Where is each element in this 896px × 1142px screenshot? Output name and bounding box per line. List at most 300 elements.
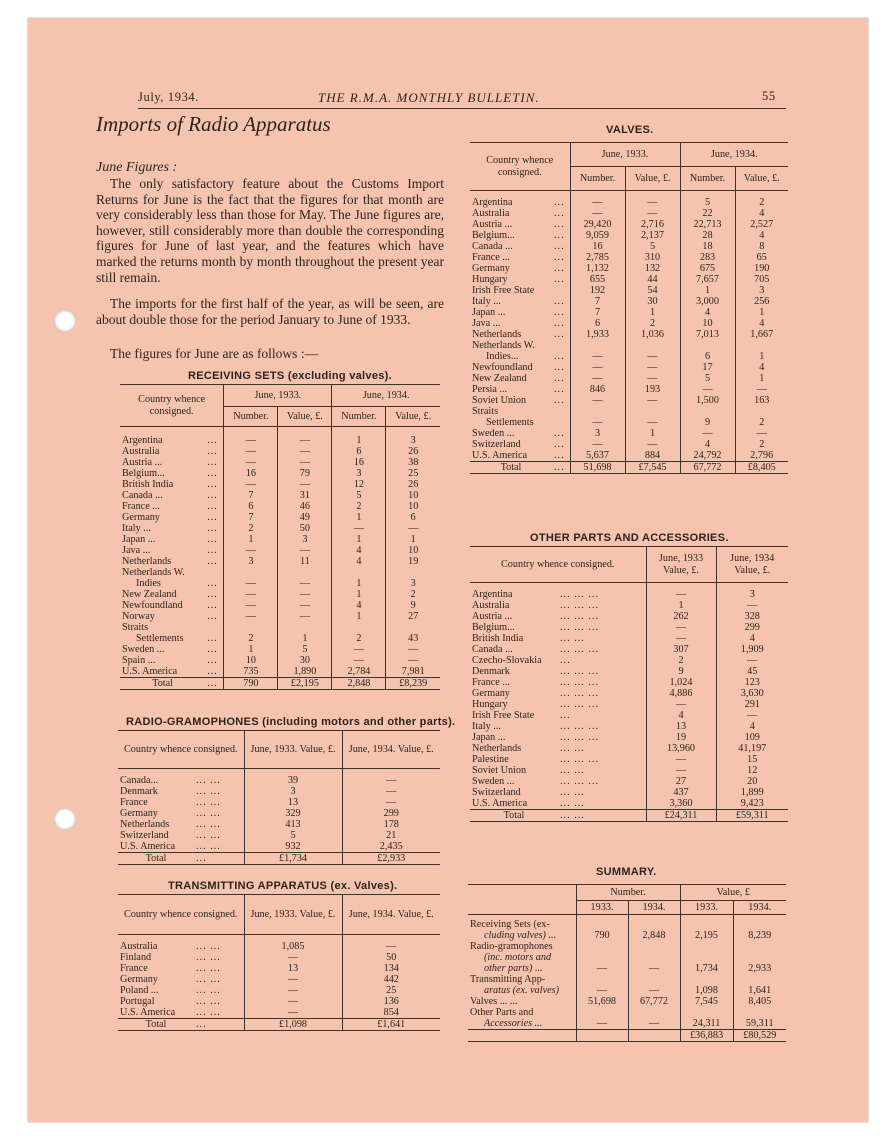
col-number: Number. [680,167,735,191]
country-name: Indies... [486,351,519,362]
table-value: — [680,384,735,395]
table-value: 3,360 [646,798,716,810]
table-value: 13 [646,721,716,732]
total-value: £80,529 [733,1030,786,1042]
country-name: Java ... [472,318,501,329]
leader-dots [205,622,224,633]
table-row [470,644,788,655]
country-name: Netherlands [472,743,522,754]
table-value: 299 [342,808,440,819]
table-value: 1 [680,285,735,296]
country-name: Netherlands [120,819,170,830]
article-title: Imports of Radio Apparatus [96,112,331,136]
leader-dots: ... [554,219,565,230]
table-value [224,567,278,578]
table-row [118,769,440,787]
col-june-1933-value: June, 1933. Value, £. [244,731,342,769]
leader-dots: ... ... ... [560,699,600,710]
table-row [470,351,788,362]
table-value: 13 [244,963,342,974]
table-value: 10 [386,490,440,501]
table-value: 4 [735,318,788,329]
table-value: 6 [680,351,735,362]
total-row [120,678,440,690]
table-value: — [625,191,680,209]
table-value: 4 [716,633,788,644]
col-1934: 1934. [628,901,680,915]
table-value: 2 [224,523,278,534]
table-value: 283 [680,252,735,263]
leader-dots: ... ... ... [560,732,600,743]
table-value: 1 [332,512,386,523]
table-value: 2 [332,633,386,644]
table-value: 4 [332,600,386,611]
country-name: Australia [472,600,510,611]
table-row [120,666,440,678]
country-name: Spain ... [122,655,156,666]
table-row [470,362,788,373]
summary-label-line: cluding valves) ... [484,930,557,941]
leader-dots: ... [554,450,565,461]
country-name: Italy ... [122,523,151,534]
leader-dots: ... ... ... [560,666,600,677]
table-value: 328 [716,611,788,622]
country-name: Canada... [120,775,159,786]
summary-label-line: Other Parts and [470,1007,534,1018]
col-1934: 1934. [733,901,786,915]
table-value: 4,886 [646,688,716,699]
table-value: — [332,644,386,655]
table-row [120,545,440,556]
table-value: — [646,583,716,601]
leader-dots: ... ... [560,798,585,809]
table-value: — [278,457,332,468]
table-value: 6 [570,318,625,329]
country-name: Czecho-Slovakia [472,655,542,666]
country-name: France ... [472,252,510,263]
table-value: 442 [342,974,440,985]
table-value: — [224,545,278,556]
table-row [120,468,440,479]
table-row [470,787,788,798]
table-value: 1 [278,633,332,644]
table-value: — [680,428,735,439]
summary-label [468,915,576,942]
table-value: 49 [278,512,332,523]
total-value: £2,195 [278,678,332,690]
country-name: Norway [122,611,155,622]
col-june-1934-value: June, 1934 Value, £. [716,547,788,583]
leader-dots: ... [207,666,218,677]
table-value: 2 [332,501,386,512]
leader-dots: ... [207,678,218,689]
empty-cell [576,1030,628,1042]
table-value: — [386,655,440,666]
leader-dots [552,406,570,417]
table-row [120,523,440,534]
leader-dots: ... ... [196,797,221,808]
total-value: £8,405 [735,462,788,474]
leader-dots: ... [207,644,218,655]
leader-dots: ... [207,611,218,622]
country-name: Irish Free State [472,285,535,296]
other-parts-title: OTHER PARTS AND ACCESSORIES. [530,532,729,544]
table-value: — [570,362,625,373]
total-value: 67,772 [680,462,735,474]
country-name: Japan ... [472,732,506,743]
table-value: 705 [735,274,788,285]
table-row [470,600,788,611]
table-row [470,710,788,721]
country-name: Poland ... [120,985,159,996]
table-value: — [244,974,342,985]
table-row [470,329,788,340]
table-value: — [224,578,278,589]
col-country: Country whence consigned. [124,743,238,755]
leader-dots: ... ... ... [560,754,600,765]
table-value: 31 [278,490,332,501]
table-value: 1,500 [680,395,735,406]
country-name: Austria ... [472,611,513,622]
table-value: — [224,427,278,447]
table-value: 1 [735,373,788,384]
table-row [470,252,788,263]
total-row [118,853,440,865]
table-value: 17 [680,362,735,373]
total-value: 51,698 [570,462,625,474]
table-value: 1,036 [625,329,680,340]
summary-label-line: (inc. motors and [484,952,552,963]
table-row [120,479,440,490]
table-value: 6 [386,512,440,523]
country-name: Netherlands W. [122,567,185,578]
table-value: 1,909 [716,644,788,655]
punch-hole [54,808,76,830]
leader-dots [552,340,570,351]
leader-dots: ... ... [560,743,585,754]
table-value: 1 [625,307,680,318]
table-row [118,952,440,963]
table-row [470,677,788,688]
leader-dots: ... ... ... [560,644,600,655]
table-value: 329 [244,808,342,819]
country-name: Straits [122,622,149,633]
table-row [120,655,440,666]
table-value: 65 [735,252,788,263]
table-value: 192 [570,285,625,296]
country-name: Newfoundland [122,600,183,611]
table-value: 2 [735,417,788,428]
col-number: Number. [576,885,680,901]
table-value: — [342,786,440,797]
table-value: 4 [735,230,788,241]
table-value [680,406,735,417]
receiving-sets-title: RECEIVING SETS (excluding valves). [188,370,392,382]
leader-dots: ... [554,252,565,263]
table-row [118,996,440,1007]
table-value: 5 [680,373,735,384]
col-value: Value, £ [680,885,786,901]
receiving-sets-table [120,384,440,690]
table-row [470,699,788,710]
summary-label-line: Receiving Sets (ex- [470,919,550,930]
summary-value: — [576,974,628,996]
country-name: Argentina [122,435,163,446]
table-value: — [570,373,625,384]
table-row [470,633,788,644]
country-name: Soviet Union [472,395,527,406]
table-value: 109 [716,732,788,743]
table-value: 884 [625,450,680,462]
table-value: 2,435 [342,841,440,853]
table-value: 3 [386,578,440,589]
table-value [680,340,735,351]
leader-dots: ... [207,534,218,545]
country-name: Belgium... [122,468,165,479]
summary-value: 8,405 [733,996,786,1007]
country-name: U.S. America [472,798,528,809]
table-value: 1 [224,534,278,545]
leader-dots: ... ... [560,810,585,821]
table-value: 2,137 [625,230,680,241]
table-row [470,655,788,666]
leader-dots: ... ... ... [560,611,600,622]
bulletin-title: THE R.M.A. MONTHLY BULLETIN. [318,90,540,105]
table-value: — [570,208,625,219]
summary-value: 7,545 [680,996,733,1007]
table-value: — [735,384,788,395]
table-value: 16 [570,241,625,252]
table-value: 12 [332,479,386,490]
table-row [118,985,440,996]
table-row [118,1007,440,1019]
summary-label [468,996,576,1007]
table-value: 1 [224,644,278,655]
table-row [120,567,440,578]
col-june-1934-value: June, 1934. Value, £. [342,731,440,769]
summary-label-line: other parts) ... [484,963,543,974]
table-value: 5 [680,191,735,209]
total-label: Total [145,1019,167,1030]
table-value: 178 [342,819,440,830]
table-value: — [570,395,625,406]
leader-dots: ... [554,241,565,252]
table-row [120,501,440,512]
country-name: Austria ... [472,219,513,230]
table-value: 30 [278,655,332,666]
country-name: Switzerland [472,787,521,798]
table-value: 5 [332,490,386,501]
table-value: — [646,699,716,710]
col-number: Number. [570,167,625,191]
col-country: Country whence consigned. [470,143,570,191]
leader-dots: ... ... [196,786,221,797]
table-value: 4 [735,362,788,373]
leader-dots: ... ... ... [560,721,600,732]
table-value: — [570,351,625,362]
table-value: 5 [625,241,680,252]
country-name: Sweden ... [122,644,165,655]
country-name: Belgium... [472,622,515,633]
leader-dots: ... ... ... [560,677,600,688]
summary-value: 51,698 [576,996,628,1007]
table-value: — [646,633,716,644]
table-value: 4 [332,556,386,567]
total-label: Total [500,462,522,473]
leader-dots: ... ... ... [560,622,600,633]
country-name: Java ... [122,545,151,556]
leader-dots: ... ... [560,787,585,798]
leader-dots: ... [207,512,218,523]
table-row [470,307,788,318]
table-value [625,406,680,417]
table-value: — [278,446,332,457]
table-value: — [386,523,440,534]
leader-dots [552,417,570,428]
col-june-1934: June, 1934. [332,385,440,407]
country-name: Belgium... [472,230,515,241]
country-name: Japan ... [472,307,506,318]
table-value: 22 [680,208,735,219]
table-value: — [716,710,788,721]
col-country: Country whence consigned. [120,385,224,427]
country-name: U.S. America [472,450,528,461]
table-value: — [716,600,788,611]
country-name: France ... [122,501,160,512]
country-name: Italy ... [472,721,501,732]
table-row [470,450,788,462]
table-value: 9 [646,666,716,677]
leader-dots: ... [554,428,565,439]
table-value: 2 [625,318,680,329]
table-value: 10 [224,655,278,666]
total-row [118,1019,440,1031]
table-value: 2,796 [735,450,788,462]
table-row [120,534,440,545]
leader-dots: ... ... [196,830,221,841]
table-value: 4 [680,439,735,450]
table-value: 5,637 [570,450,625,462]
summary-value: 2,933 [733,941,786,974]
table-value: 19 [646,732,716,743]
table-value: — [224,446,278,457]
table-value [570,406,625,417]
table-value: 190 [735,263,788,274]
table-row [120,556,440,567]
table-row [470,395,788,406]
table-row [470,263,788,274]
table-value: 132 [625,263,680,274]
table-value: 27 [386,611,440,622]
table-value: 9 [386,600,440,611]
country-name: Australia [122,446,160,457]
country-name: Germany [472,688,510,699]
leader-dots: ... [554,362,565,373]
table-value: 7 [570,296,625,307]
country-name: Netherlands [122,556,172,567]
table-value: 1,024 [646,677,716,688]
leader-dots: ... ... [196,985,221,996]
total-label: Total [503,810,525,821]
table-value: 3,000 [680,296,735,307]
leader-dots: ... [196,1019,207,1030]
table-row [470,721,788,732]
table-value: 163 [735,395,788,406]
table-value: 21 [342,830,440,841]
leader-dots: ... ... [196,841,221,852]
table-value: — [278,578,332,589]
table-value: 5 [244,830,342,841]
summary-label-line: Valves ... ... [470,996,518,1007]
table-value: — [244,985,342,996]
summary-row [468,1007,786,1030]
country-name: Netherlands W. [472,340,535,351]
summary-row [468,915,786,942]
total-value: £24,311 [646,810,716,822]
table-value: 25 [342,985,440,996]
leader-dots: ... [560,655,571,666]
table-row [118,974,440,985]
table-value: 10 [386,501,440,512]
leader-dots: ... [554,351,565,362]
table-value: 30 [625,296,680,307]
total-row [470,810,788,822]
table-value: — [570,439,625,450]
summary-value: 24,311 [680,1007,733,1030]
country-name: Germany [122,512,160,523]
table-value: 9 [680,417,735,428]
country-name: Germany [472,263,510,274]
country-name: Italy ... [472,296,501,307]
leader-dots: ... ... [196,974,221,985]
table-value: 1,132 [570,263,625,274]
table-value: — [625,351,680,362]
table-value: 4 [680,307,735,318]
empty-cell [628,1030,680,1042]
country-name: Austria ... [122,457,163,468]
table-value [625,340,680,351]
country-name: Canada ... [472,241,513,252]
table-row [120,633,440,644]
table-value [278,622,332,633]
table-value: 6 [332,446,386,457]
leader-dots: ... ... ... [560,589,600,600]
valves-title: VALVES. [606,124,654,136]
table-value: 1,085 [244,935,342,953]
country-name: Indies [136,578,161,589]
table-row [120,644,440,655]
table-value: 22,713 [680,219,735,230]
table-value: 1 [646,600,716,611]
table-row [470,384,788,395]
table-value: 6 [224,501,278,512]
table-value: 24,792 [680,450,735,462]
table-value: 256 [735,296,788,307]
table-row [470,208,788,219]
table-row [118,841,440,853]
col-june-1933: June, 1933. [570,143,680,167]
total-value: £1,734 [244,853,342,865]
table-row [118,808,440,819]
table-row [470,241,788,252]
table-row [470,688,788,699]
other-parts-table [470,546,788,822]
table-value: — [278,600,332,611]
leader-dots: ... ... [560,633,585,644]
country-name: U.S. America [120,1007,176,1018]
table-value: — [625,417,680,428]
leader-dots: ... [554,373,565,384]
